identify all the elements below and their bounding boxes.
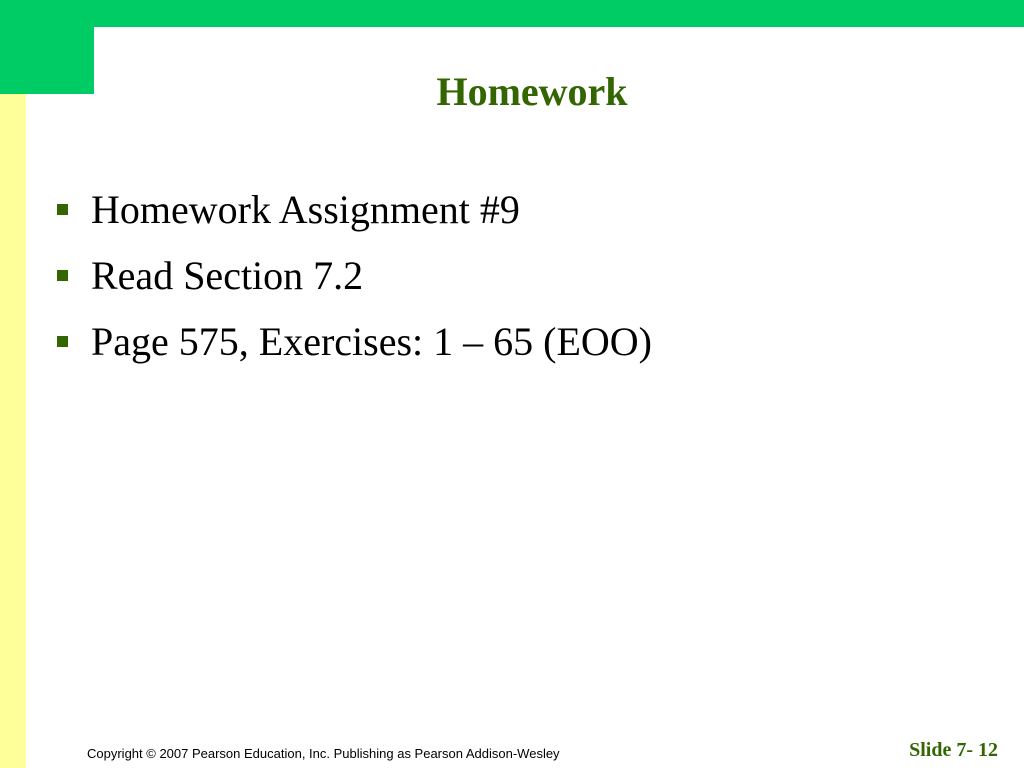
bullet-item — [57, 308, 652, 374]
bullet-text: Page 575, Exercises: 1 – 65 (EOO) — [91, 318, 652, 364]
bullet-item — [57, 176, 652, 242]
bullet-text: Homework Assignment #9 — [91, 186, 520, 232]
left-accent-bar — [0, 94, 26, 768]
square-bullet-icon — [57, 270, 68, 281]
slide-title: Homework — [436, 69, 628, 114]
slide-number: Slide 7- 12 — [909, 739, 998, 761]
square-bullet-icon — [57, 204, 68, 215]
top-accent-bar — [94, 0, 1024, 27]
square-bullet-icon — [57, 336, 68, 347]
bullet-item — [57, 242, 652, 308]
bullet-list — [57, 176, 652, 374]
copyright-notice: Copyright © 2007 Pearson Education, Inc. Publishing as Pearson Addison-Wesley — [87, 746, 560, 761]
bullet-text: Read Section 7.2 — [91, 252, 364, 298]
